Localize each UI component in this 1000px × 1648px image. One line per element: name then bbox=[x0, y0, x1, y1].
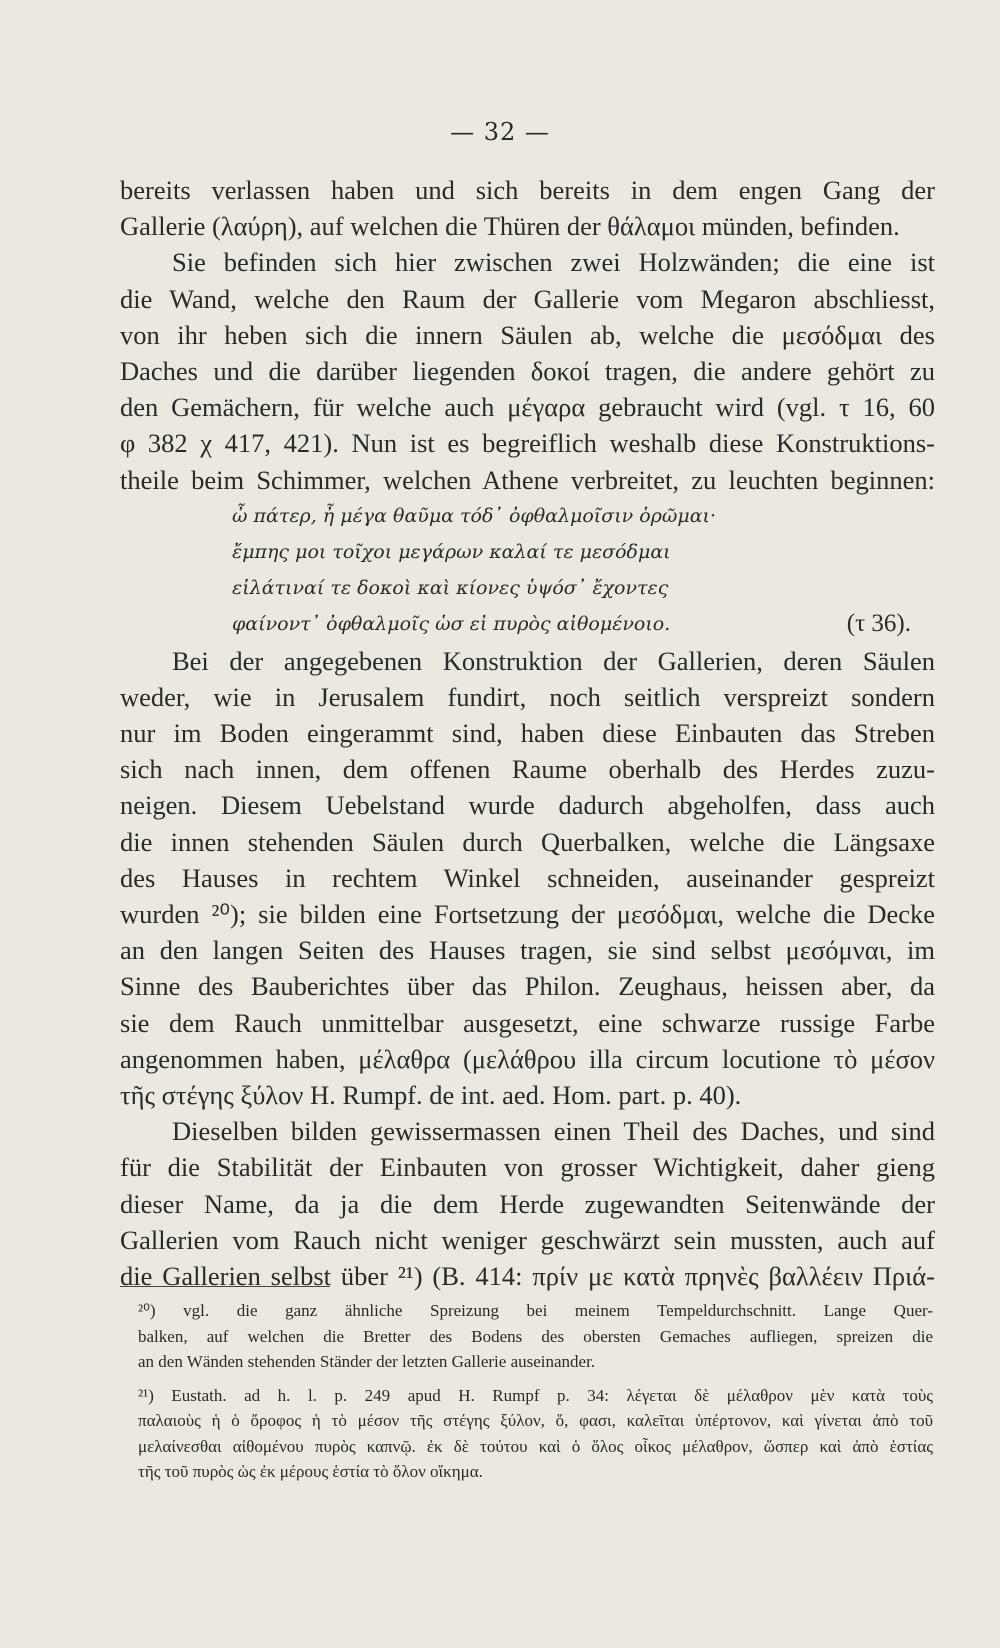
text-line: weder, wie in Jerusalem fundirt, noch seitlich verspreizt sondern bbox=[120, 681, 935, 712]
text-line: dieser Name, da ja die dem Herde zugewandten Seitenwände der bbox=[120, 1188, 935, 1219]
text-line: angenommen haben, μέλαθρα (μελάθρου illa circum locutione τὸ μέσον bbox=[120, 1043, 935, 1074]
footnote-line: παλαιοὺς ἡ ὁ ὄροφος ἡ τὸ μέσον τῆς στέγης ξύλον, ὅ, φασι, καλεῖται ὑπέρτονον, καὶ γίνεται ἀπὸ τοῦ bbox=[138, 1411, 933, 1430]
text-line: von ihr heben sich die innern Säulen ab, welche die μεσόδμαι des bbox=[120, 319, 935, 350]
text-line: für die Stabilität der Einbauten von grosser Wichtigkeit, daher gieng bbox=[120, 1152, 935, 1183]
quote-line: ἔμπης μοι τοῖχοι μεγάρων καλαί τε μεσόδμαι bbox=[232, 541, 671, 564]
text-line: Sinne des Bauberichtes über das Philon. Zeughaus, heissen aber, da bbox=[120, 971, 935, 1002]
text-line: die Gallerien selbst über ²¹) (B. 414: πρίν με κατὰ πρηνὲς βαλλέειν Πριά- bbox=[120, 1261, 935, 1292]
text-line: wurden ²⁰); sie bilden eine Fortsetzung der μεσόδμαι, welche die Decke bbox=[120, 899, 935, 930]
text-line: an den langen Seiten des Hauses tragen, sie sind selbst μεσόμναι, im bbox=[120, 935, 935, 966]
footnote-21 bbox=[138, 1383, 933, 1485]
text-line: des Hauses in rechtem Winkel schneiden, auseinander gespreizt bbox=[120, 862, 935, 893]
text-line: die innen stehenden Säulen durch Querbalken, welche die Längsaxe bbox=[120, 826, 935, 857]
footnote-line: μελαίνεσθαι αἰθομένου πυρὸς καπνῷ. ἐκ δὲ τούτου καὶ ὁ ὅλος οἶκος μέλαθρον, ὥσπερ καὶ ἀπὸ ἑστίας bbox=[138, 1436, 933, 1456]
text-line: bereits verlassen haben und sich bereits in dem engen Gang der bbox=[120, 175, 935, 205]
footnote-20 bbox=[138, 1298, 933, 1375]
text-line: sie dem Rauch unmittelbar ausgesetzt, eine schwarze russige Farbe bbox=[120, 1007, 935, 1038]
text-line: Gallerien vom Rauch nicht weniger geschwärzt sein mussten, auch auf bbox=[120, 1224, 935, 1255]
text-line: Dieselben bilden gewissermassen einen Theil des Daches, und sind bbox=[172, 1116, 935, 1147]
text-line: neigen. Diesem Uebelstand wurde dadurch abgeholfen, dass auch bbox=[120, 790, 935, 821]
text-line: den Gemächern, für welche auch μέγαρα gebraucht wird (vgl. τ 16, 60 bbox=[120, 392, 935, 423]
text-line: theile beim Schimmer, welchen Athene verbreitet, zu leuchten beginnen: bbox=[120, 464, 935, 495]
text-line: Bei der angegebenen Konstruktion der Gallerien, deren Säulen bbox=[172, 645, 935, 676]
page-number: — 32 — bbox=[450, 118, 550, 146]
quote-line: ὦ πάτερ, ἦ μέγα θαῦμα τόδ᾽ ὀφθαλμοῖσιν ὁρῶμαι· bbox=[232, 504, 717, 527]
text-line: die Wand, welche den Raum der Gallerie vom Megaron abschliesst, bbox=[120, 283, 935, 314]
quote-reference: (τ 36). bbox=[846, 610, 911, 638]
footnote-line: τῆς τοῦ πυρὸς ὡς ἐκ μέρους ἑστία τὸ ὅλον οἴκημα. bbox=[138, 1462, 483, 1481]
quote-line: εἰλάτιναί τε δοκοὶ καὶ κίονες ὑψόσ᾽ ἔχοντες bbox=[232, 577, 669, 600]
text-line: sich nach innen, dem offenen Raume oberhalb des Herdes zuzu- bbox=[120, 754, 935, 785]
text-line: τῆς στέγης ξύλον H. Rumpf. de int. aed. Hom. part. p. 40). bbox=[120, 1080, 742, 1111]
text-line: nur im Boden eingerammt sind, haben diese Einbauten das Streben bbox=[120, 718, 935, 749]
text-line: φ 382 χ 417, 421). Nun ist es begreiflich weshalb diese Konstruktions- bbox=[120, 428, 935, 459]
text-line: Gallerie (λαύρη), auf welchen die Thüren der θάλαμοι münden, befinden. bbox=[120, 211, 900, 242]
quote-line: φαίνοντ᾽ ὀφθαλμοῖς ὡσ εἰ πυρὸς αἰθομένοιο. bbox=[232, 613, 671, 636]
text-line: Sie befinden sich hier zwischen zwei Holzwänden; die eine ist bbox=[172, 247, 935, 278]
footnote-divider bbox=[120, 1286, 330, 1287]
footnote-line: balken, auf welchen die Bretter des Bodens des obersten Gemaches aufliegen, spreizen die bbox=[138, 1326, 933, 1346]
footnote-line: ²⁰) vgl. die ganz ähnliche Spreizung bei meinem Tempeldurchschnitt. Lange Quer- bbox=[138, 1301, 933, 1320]
footnotes bbox=[138, 1298, 933, 1493]
footnote-line: an den Wänden stehenden Ständer der letzten Gallerie auseinander. bbox=[138, 1352, 596, 1371]
text-line: Daches und die darüber liegenden δοκοί tragen, die andere gehört zu bbox=[120, 356, 935, 387]
main-text bbox=[120, 172, 935, 1294]
quote-line-last bbox=[120, 606, 935, 642]
footnote-line: ²¹) Eustath. ad h. l. p. 249 apud H. Rumpf p. 34: λέγεται δὲ μέλαθρον μὲν κατὰ τοὺς bbox=[138, 1385, 933, 1405]
